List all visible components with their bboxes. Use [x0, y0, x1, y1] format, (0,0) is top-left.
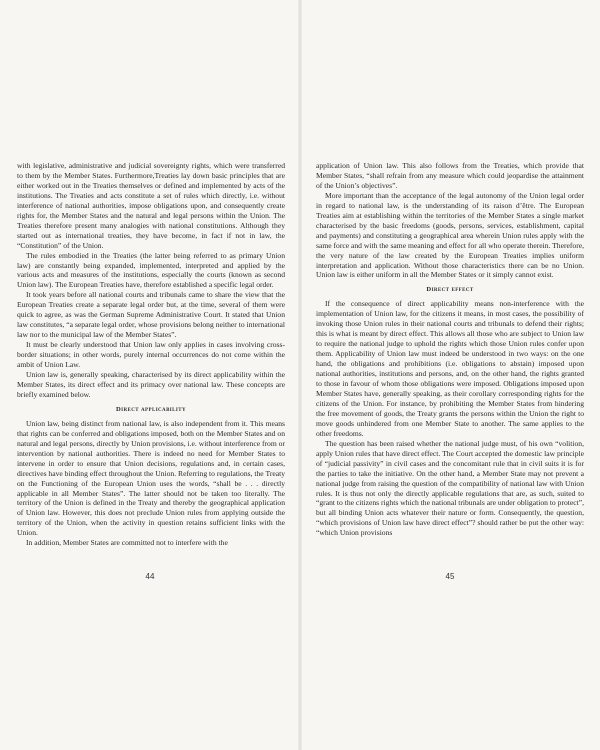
section-heading: Direct effect — [426, 286, 474, 294]
paragraph: The question has been raised whether the national judge must, of his own “volition, apply Union rules that have direct effect. The Court accepted the domestic law principle of “judicial passivity” in civil cases and the concomitant rule that in civil suits it is for the parties to take the initiative. On the other hand, a Member State may not prevent a national judge from raising the question of the compatibility of national law with Union rules. It is thus not only the directly applicable regulations that are, as such, suited to “grant to the citizens rights which the national tribunals are under obligation to protect”, but all binding Union acts whatever their nature or form. Consequently, the question, “which provisions of Union law have direct effect”? should rather be put the other way: “which Union provisions — [316, 438, 584, 538]
page-number: 44 — [145, 572, 155, 581]
paragraph: Union law, being distinct from national law, is also independent from it. This means that rights can be conferred and obligations imposed, both on the Member States and on natural and legal persons, directly by Union provisions, i.e. without interference from or intervention by national authorities. There is indeed no need for Member States to intervene in order to ensure that Union decisions, regulations and, in certain cases, directives have binding effect throughout the Union. Referring to regulations, the Treaty on the Functioning of the European Union uses the words, “shall be . . . directly applicable in all Member States”. The latter should not be taken too literally. The territory of the Union is defined in the Treaty and thereby the geographical application of Union law. However, this does not preclude Union rules from applying outside the territory of the Union, when the activity in question retains sufficient links with the Union. — [17, 418, 285, 538]
paragraph: with legislative, administrative and judicial sovereignty rights, which were transferred to them by the Member States. Furthermore,Treaties lay down basic principles that are either worked out in the Treaties themselves or defined and implemented by acts of the institutions. The Treaties and acts constitute a set of rules which directly, i.e. without interference of national authorities, impose obligations upon, and consequently create rights for, the Member States and the natural and legal persons within the Union. The Treaties therefore present many analogies with national constitutions. Although they started out as international treaties, they have become, in fact if not in law, the “Constitution” of the Union. — [17, 161, 285, 250]
right-page — [300, 0, 600, 750]
paragraph: If the consequence of direct applicability means non-interference with the implementation of Union law, for the citizens it means, in most cases, the possibility of invoking those Union rules in their national courts and tribunals to defend their rights; this is what is meant by direct effect. This allows all those who are subject to Union law to require the national judge to uphold the rights which those Union rules confer upon them. Applicability of Union law must indeed be understood in two ways: on the one hand, the obligations and prohibitions (i.e. obligations to abstain) imposed upon national authorities, institutions and persons, and, on the other hand, the rights granted to those in favour of whom those obligations were imposed. Obligations imposed upon Member States have, generally speaking, as their corollary corresponding rights for the citizens of the Union. For instance, by prohibiting the Member States from hindering the free movement of goods, the Treaty grants the persons within the Union the right to move goods unhindered from one Member State to another. The same applies to the other freedoms. — [316, 299, 584, 438]
right-text-column — [316, 161, 584, 538]
paragraph: It must be clearly understood that Union law only applies in cases involving cross-border situations; in other words, purely internal occurrences do not come within the ambit of Union Law. — [17, 340, 285, 370]
paragraph: The rules embodied in the Treaties (the latter being referred to as primary Union law) are constantly being expanded, implemented, interpreted and applied by the various acts and measures of the institutions, especially the courts (known as second Union law). The European Treaties have, therefore established a specific legal order. — [17, 250, 285, 290]
section-heading: Direct applicability — [116, 405, 186, 413]
page-number: 45 — [445, 572, 455, 581]
paragraph: application of Union law. This also follows from the Treaties, which provide that Member States, “shall refrain from any measure which could jeopardise the attainment of the Union’s objectives”. — [316, 161, 584, 190]
paragraph: More important than the acceptance of the legal autonomy of the Union legal order in regard to national law, is the understanding of its raison d’être. The European Treaties aim at establishing within the territories of the Member States a single market characterised by the basic freedoms (goods, persons, services, establishment, capital and payments) and constituting a geographical area wherein Union rules apply with the same force and with the same meaning and effect for all who operate therein. Therefore, the very nature of the law created by the European Treaties implies uniform interpretation and application. Without those characteristics there can be no Union. Union law is either uniform in all the Member States or it simply cannot exist. — [316, 190, 584, 280]
paragraph: In addition, Member States are committed not to interfere with the — [26, 538, 228, 548]
paragraph: It took years before all national courts and tribunals came to share the view that the European Treaties create a separate legal order but, at the time, several of them were quick to agree, as was the German Supreme Administrative Court. It stated that Union law constitutes, “a separate legal order, whose provisions belong neither to international law nor to the municipal law of the Member States”. — [17, 290, 285, 340]
left-text-column — [17, 161, 285, 548]
paragraph: Union law is, generally speaking, characterised by its direct applicability within the Member States, its direct effect and its primacy over national law. These concepts are briefly examined below. — [17, 370, 285, 399]
